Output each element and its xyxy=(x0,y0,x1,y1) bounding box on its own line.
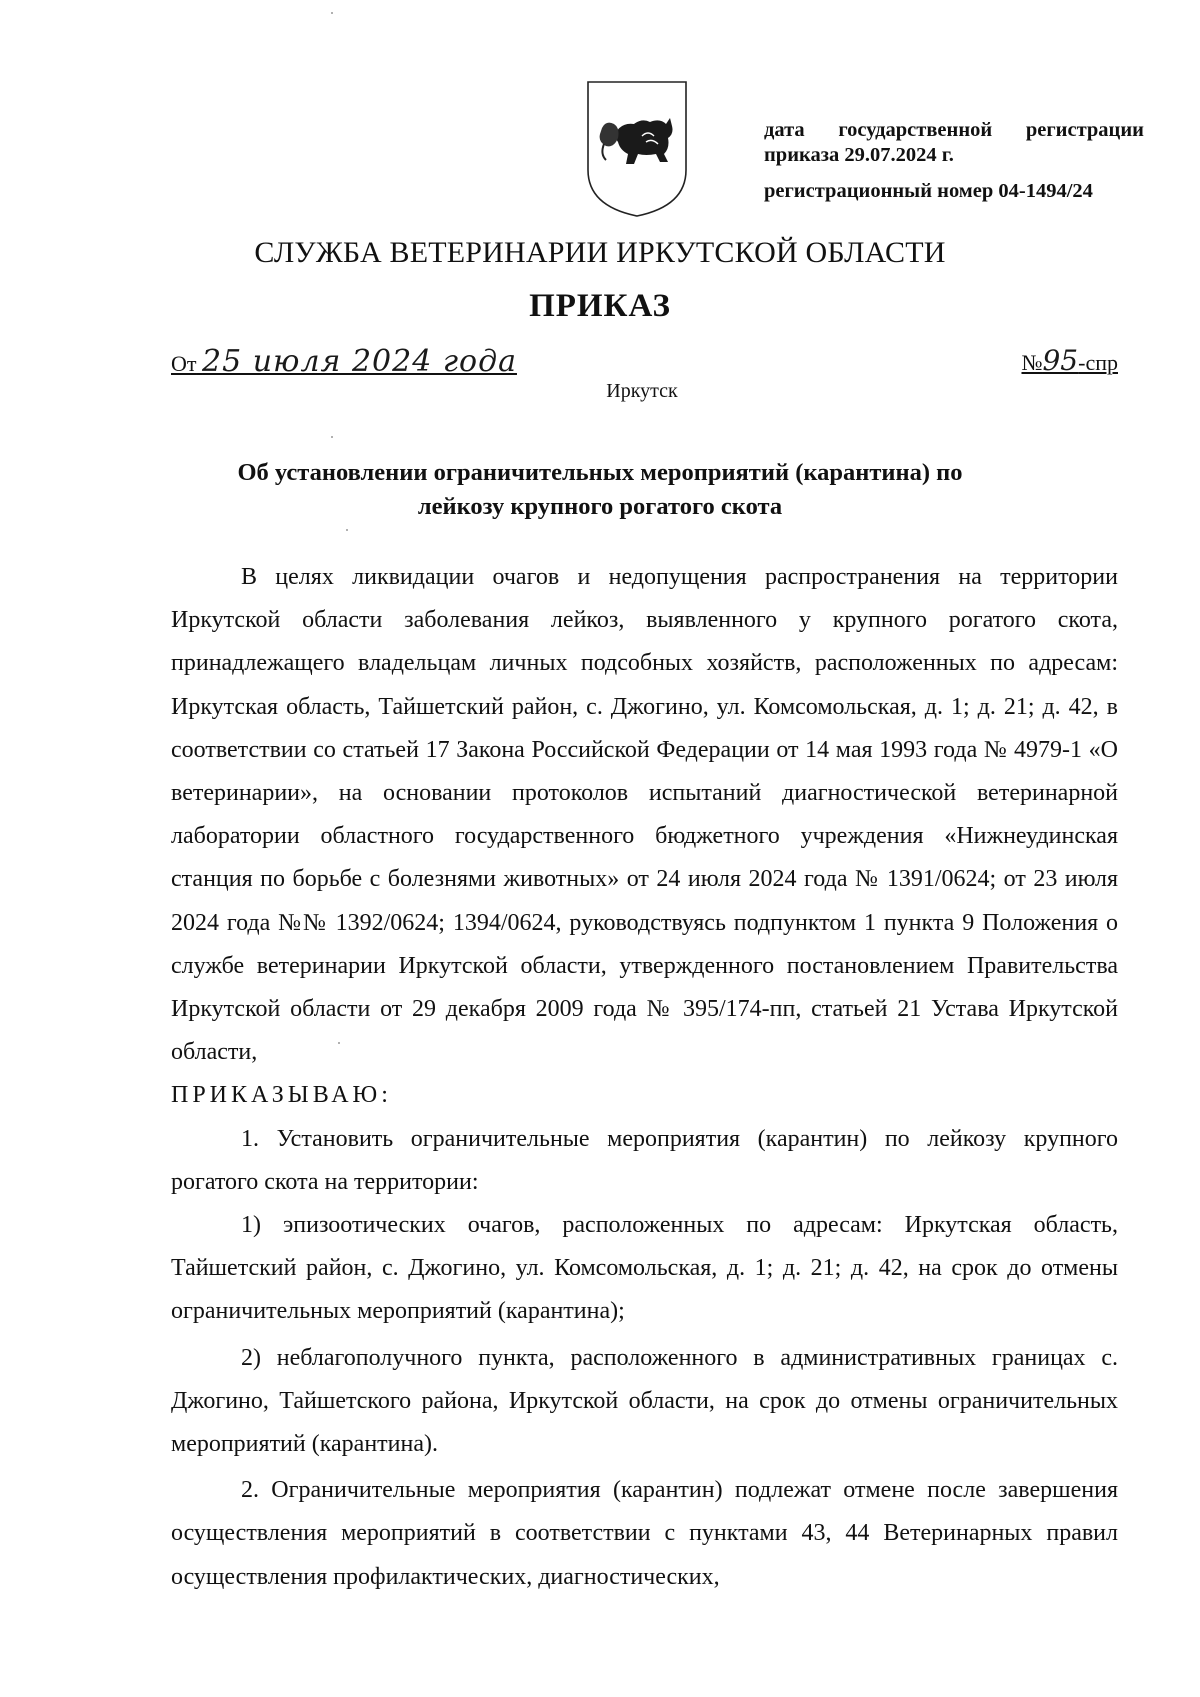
item-1-sub-1: 1) эпизоотических очагов, расположенных по адресам: Иркутская область, Тайшетский район, с. Джогино, ул. Комсомольская, д. 1; д. 21; д. 42, на срок до отмены ограничительных мероприятий (карантина); xyxy=(171,1212,1118,1325)
subject-line-2: лейкозу крупного рогатого скота xyxy=(417,493,783,520)
order-number xyxy=(1021,344,1118,377)
organization-name: СЛУЖБА ВЕТЕРИНАРИИ ИРКУТСКОЙ ОБЛАСТИ xyxy=(254,236,946,269)
order-date xyxy=(171,344,517,379)
handwritten-date: 25 июля 2024 года xyxy=(202,344,517,379)
handwritten-number: 95 xyxy=(1042,344,1079,377)
registration-number: регистрационный номер 04-1494/24 xyxy=(764,180,1093,202)
subject-line-1: Об установлении ограничительных мероприятий (карантина) по xyxy=(237,459,963,486)
number-suffix: -спр xyxy=(1078,350,1118,375)
document-type-title: ПРИКАЗ xyxy=(529,288,671,324)
scan-speck xyxy=(346,529,348,531)
order-word: ПРИКАЗЫВАЮ: xyxy=(171,1082,392,1109)
date-prefix: От xyxy=(171,351,197,376)
order-subject xyxy=(0,456,1200,524)
document-body xyxy=(171,556,1118,1599)
number-prefix: № xyxy=(1021,350,1043,375)
scan-speck xyxy=(338,1042,340,1044)
item-1: 1. Установить ограничительные мероприятия (карантин) по лейкозу крупного рогатого скота на территории: xyxy=(171,1125,1118,1195)
preamble-paragraph: В целях ликвидации очагов и недопущения распространения на территории Иркутской области заболевания лейкоз, выявленного у крупного рогатого скота, принадлежащего владельцам личных подсобных хозяйств, расположенных по адресам: Иркутская область, Тайшетский район, с. Джогино, ул. Комсомольская, д. 1; д. 21; д. 42, в соответствии со статьей 17 Закона Российской Федерации от 14 мая 1993 года № 4979-1 «О ветеринарии», на основании протоколов испытаний диагностической ветеринарной лаборатории областного государственного бюджетного учреждения «Нижнеудинская станция по борьбе с болезнями животных» от 24 июля 2024 года № 1391/0624; от 23 июля 2024 года №№ 1392/0624; 1394/0624, руководствуясь подпунктом 1 пункта 9 Положения о службе ветеринарии Иркутской области, утвержденного постановлением Правительства Иркутской области от 29 декабря 2009 года № 395/174-пп, статьей 21 Устава Иркутской области, xyxy=(171,564,1118,1066)
item-2: 2. Ограничительные мероприятия (карантин) подлежат отмене после завершения осуществления мероприятий в соответствии с пунктами 43, 44 Ветеринарных правил осуществления профилактических, диагностических, xyxy=(171,1477,1118,1590)
date-number-row xyxy=(171,332,1118,379)
scan-speck xyxy=(331,436,333,438)
irkutsk-coat-of-arms-icon xyxy=(584,78,690,220)
registration-block xyxy=(764,118,1144,204)
registration-line-2: приказа 29.07.2024 г. xyxy=(764,144,954,166)
item-1-sub-2: 2) неблагополучного пункта, расположенного в административных границах с. Джогино, Тайшетского района, Иркутской области, на срок до отмены ограничительных мероприятий (карантина). xyxy=(171,1344,1118,1458)
city-name: Иркутск xyxy=(606,380,678,402)
registration-line-1: дата государственной регистрации xyxy=(764,119,1144,141)
scan-speck xyxy=(331,12,333,14)
